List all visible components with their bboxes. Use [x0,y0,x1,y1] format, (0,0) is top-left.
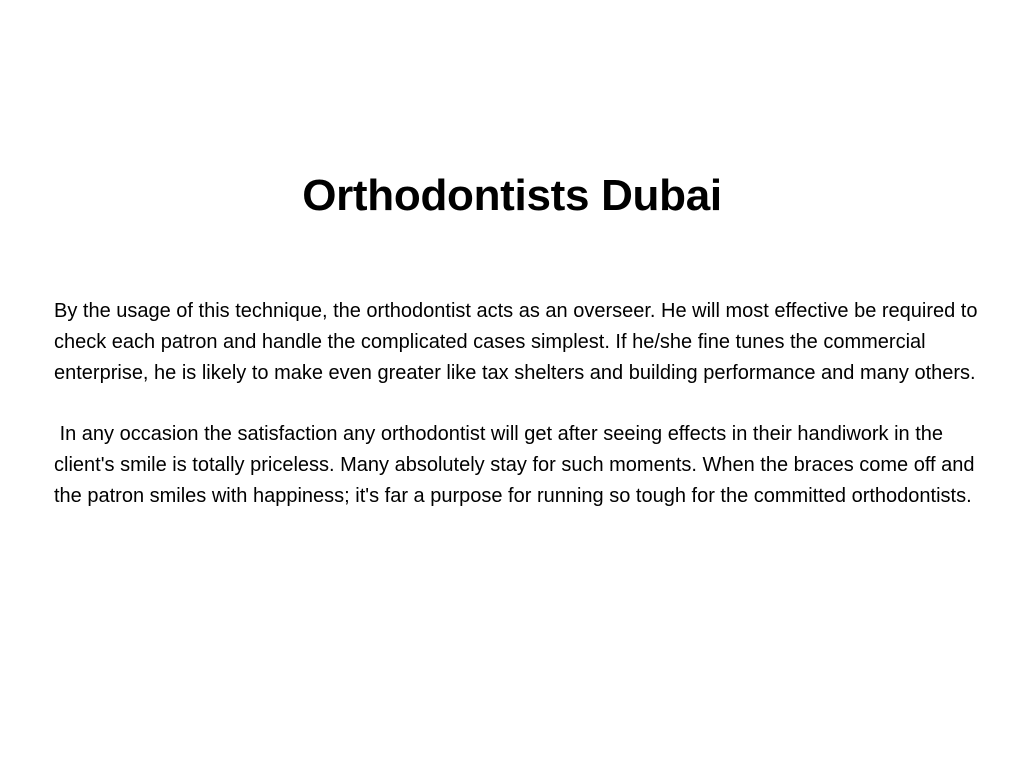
body-paragraph-1: By the usage of this technique, the orthodontist acts as an overseer. He will most effective be required to check each patron and handle the complicated cases simplest. If he/she fine tunes the commercial enterprise, he is likely to make even greater like tax shelters and building performance and many others. [54,300,984,384]
body-paragraph-2: In any occasion the satisfaction any orthodontist will get after seeing effects in their handiwork in the client's smile is totally priceless. Many absolutely stay for such moments. When the braces come off and the patron smiles with happiness; it's far a purpose for running so tough for the committed orthodontists. [54,423,981,507]
slide-body [54,296,994,542]
slide-title: Orthodontists Dubai [302,171,722,220]
